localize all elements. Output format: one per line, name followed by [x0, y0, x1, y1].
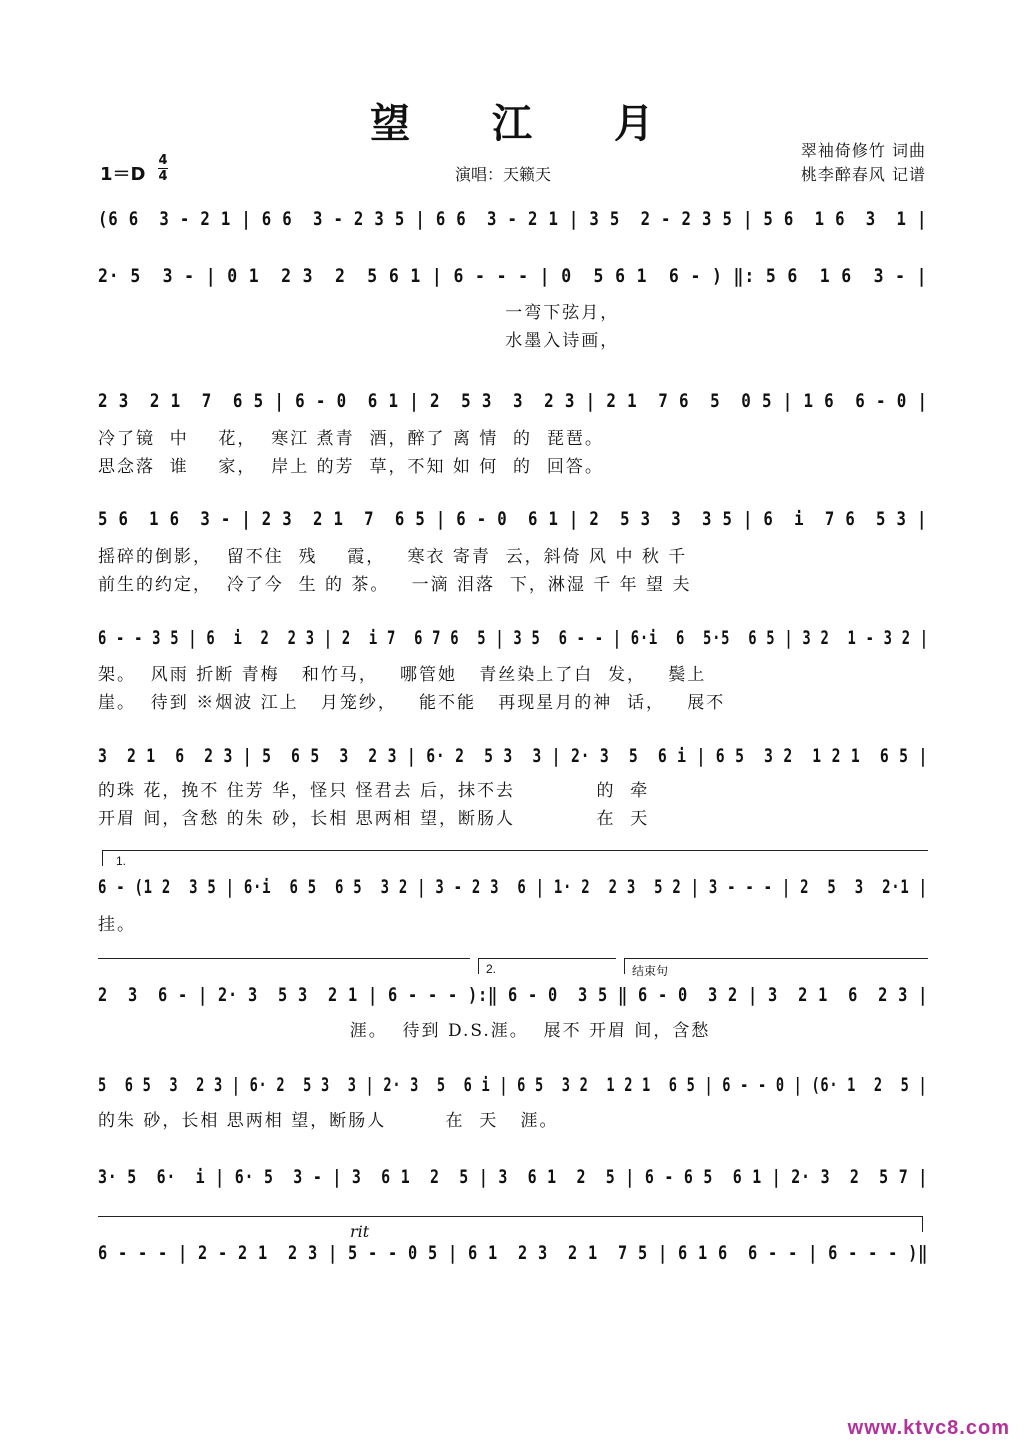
- ending-2-bracket-left: [478, 958, 479, 974]
- score-line-7: 6 - (1 2 3 5 | 6·i 6 5 6 5 3 2 | 3 - 2 3 6 | 1· 2 2 3 5 2 | 3 - - - | 2 5 3 2·1 |: [98, 876, 928, 898]
- ending-1-label: 1.: [116, 854, 127, 868]
- lyric-9a: 的朱 砂，长相 思两相 望，断肠人 在 天 涯。: [98, 1111, 559, 1131]
- time-top: 4: [158, 153, 168, 168]
- score-line-11: 6 - - - | 2 - 2 1 2 3 | 5 - - 0 5 | 6 1 2 3 2 1 7 5 | 6 1 6 6 - - | 6 - - - )‖: [98, 1242, 929, 1264]
- credit-lyricist: 翠袖倚修竹 词曲: [800, 141, 926, 160]
- staff-rule-8: [98, 958, 470, 959]
- lyric-5b: 崖。 待到 ※烟波 江上 月笼纱， 能不能 再现星月的神 话， 展不: [98, 693, 726, 713]
- coda-label: 结束句: [632, 964, 669, 978]
- lyric-4b: 前生的约定， 冷了今 生 的 茶。 一滴 泪落 下，淋湿 千 年 望 夫: [98, 575, 692, 595]
- score-line-9: 5 6 5 3 2 3 | 6· 2 5 3 3 | 2· 3 5 6 i | 6 5 3 2 1 2 1 6 5 | 6 - - 0 | (6· 1 2 5 |: [98, 1074, 928, 1096]
- performer: 演唱：天籁天: [455, 165, 552, 184]
- lyric-2a: 一弯下弦月，: [98, 303, 620, 323]
- score-line-2: 2· 5 3 - | 0 1 2 3 2 5 6 1 | 6 - - - | 0 5 6 1 6 - ) ‖: 5 6 1 6 3 - |: [98, 265, 928, 287]
- time-signature: [158, 154, 168, 183]
- ending-2-bracket: [478, 958, 616, 959]
- key-signature: 1＝D: [100, 164, 146, 185]
- lyric-7a: 挂。: [98, 915, 136, 935]
- score-line-4: 5 6 1 6 3 - | 2 3 2 1 7 6 5 | 6 - 0 6 1 | 2 5 3 3 3 5 | 6 i 7 6 5 3 |: [98, 508, 928, 530]
- ending-1-bracket-left: [102, 850, 103, 866]
- score-line-8: 2 3 6 - | 2· 3 5 3 2 1 | 6 - - - ):‖ 6 - 0 3 5 ‖ 6 - 0 3 2 | 3 2 1 6 2 3 |: [98, 984, 929, 1006]
- page-title: 望 江 月: [370, 100, 688, 147]
- coda-bracket-left: [624, 958, 625, 974]
- lyric-4a: 摇碎的倒影， 留不住 残 霞， 寒衣 寄青 云，斜倚 风 中 秋 千: [98, 547, 688, 567]
- ending-2-label: 2.: [486, 962, 497, 976]
- score-line-3: 2 3 2 1 7 6 5 | 6 - 0 6 1 | 2 5 3 3 2 3 | 2 1 7 6 5 0 5 | 1 6 6 - 0 |: [98, 390, 928, 412]
- ending-1-bracket: [102, 850, 928, 851]
- lyric-5a: 架。 风雨 折断 青梅 和竹马， 哪管她 青丝染上了白 发， 鬓上: [98, 665, 707, 685]
- final-bracket: [98, 1216, 922, 1217]
- score-line-10: 3· 5 6· i | 6· 5 3 - | 3 6 1 2 5 | 3 6 1 2 5 | 6 - 6 5 6 1 | 2· 3 2 5 7 |: [98, 1166, 928, 1188]
- lyric-6b: 开眉 间，含愁 的朱 砂，长相 思两相 望，断肠人 在 天: [98, 809, 650, 829]
- lyric-3b: 思念落 谁 家， 岸上 的芳 草，不知 如 何 的 回答。: [98, 457, 604, 477]
- score-line-6: 3 2 1 6 2 3 | 5 6 5 3 2 3 | 6· 2 5 3 3 | 2· 3 5 6 i | 6 5 3 2 1 2 1 6 5 |: [98, 745, 929, 767]
- score-line-1: (6 6 3 - 2 1 | 6 6 3 - 2 3 5 | 6 6 3 - 2 1 | 3 5 2 - 2 3 5 | 5 6 1 6 3 1 |: [98, 208, 928, 230]
- credit-transcriber: 桃李醉春风 记谱: [800, 165, 926, 184]
- lyric-2b: 水墨入诗画，: [98, 331, 620, 351]
- score-line-5: 6 - - 3 5 | 6 i 2 2 3 | 2 i 7 6 7 6 5 | 3 5 6 - - | 6·i 6 5·5 6 5 | 3 2 1 - 3 2 |: [98, 627, 929, 649]
- coda-bracket: [624, 958, 928, 959]
- lyric-6a: 的珠 花，挽不 住芳 华，怪只 怪君去 后，抹不去 的 牵: [98, 781, 650, 801]
- lyric-8a: 涯。 待到 D.S.涯。 展不 开眉 间，含愁: [98, 1021, 711, 1041]
- final-bracket-right: [922, 1216, 923, 1232]
- lyric-3a: 冷了镜 中 花， 寒江 煮青 酒，醉了 离 情 的 琵琶。: [98, 429, 604, 449]
- rit-marking: rit: [350, 1222, 370, 1241]
- time-bottom: 4: [158, 169, 168, 184]
- watermark: www.ktvc8.com: [847, 1417, 1010, 1439]
